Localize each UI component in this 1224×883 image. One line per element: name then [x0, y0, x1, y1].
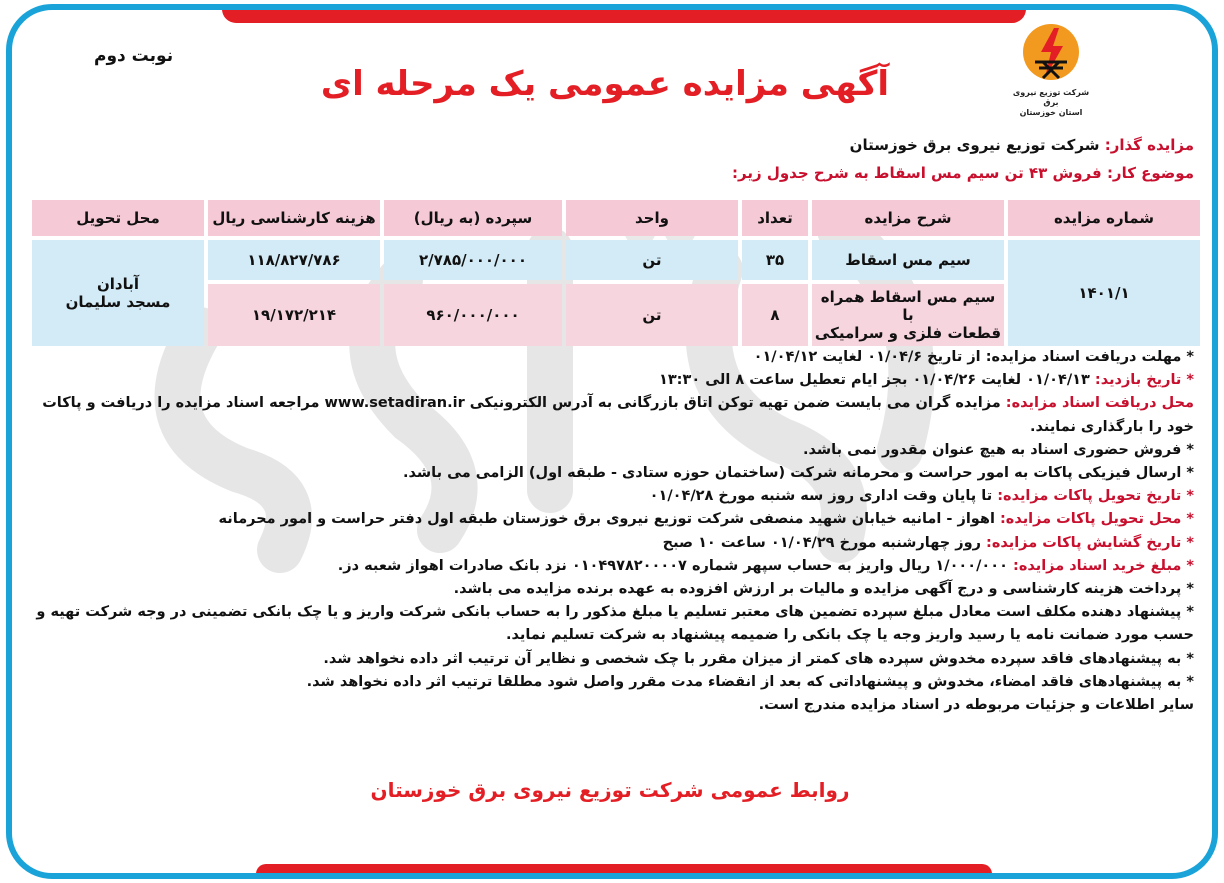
delivery-location	[32, 240, 204, 346]
auctioneer-value: شرکت توزیع نیروی برق خوزستان	[849, 136, 1100, 154]
header-quantity: تعداد	[742, 200, 808, 236]
note-envelope-delivery-date-label: * تاریخ تحویل پاکات مزایده:	[997, 488, 1194, 505]
note-document-deadline: * مهلت دریافت اسناد مزایده: از تاریخ ۰۱/۰۴/۶ لغایت ۰۱/۰۴/۱۲	[753, 349, 1194, 365]
row2-deposit: ۹۶۰/۰۰۰/۰۰۰	[384, 284, 562, 346]
header-deposit: سپرده (به ریال)	[384, 200, 562, 236]
note-document-location	[26, 392, 1194, 438]
lightning-logo-icon	[1021, 22, 1081, 84]
note-envelope-delivery-date-value: تا پایان وقت اداری روز سه شنبه مورخ ۰۱/۰۴/۲۸	[649, 488, 998, 505]
auctioneer-label: مزایده گذار:	[1104, 136, 1194, 154]
note-no-in-person: * فروش حضوری اسناد به هیچ عنوان مقدور نمی باشد.	[803, 441, 1194, 458]
note-fees: * پرداخت هزینه کارشناسی و درج آگهی مزایده و مالیات بر ارزش افزوده به عهده برنده مزایده می باشد.	[453, 581, 1194, 598]
note-document-price	[26, 555, 1194, 578]
note-envelope-delivery-place-label: * محل تحویل پاکات مزایده:	[999, 511, 1194, 528]
header-auction-no: شماره مزایده	[1008, 200, 1200, 236]
header-delivery: محل تحویل	[32, 200, 204, 236]
logo-caption-line2: استان خوزستان	[1019, 108, 1083, 117]
note-envelope-delivery-place-value: اهواز - امانیه خیابان شهید منصفی شرکت توزیع نیروی برق خوزستان طبقه اول دفتر حراست و امور محرمانه	[218, 511, 1000, 528]
round-label: نوبت دوم	[94, 46, 174, 66]
logo-caption-line1: شرکت توزیع نیروی برق	[1012, 88, 1090, 107]
auction-table	[28, 196, 1204, 350]
note-opening-date	[26, 532, 1194, 555]
row1-fee: ۱۱۸/۸۲۷/۷۸۶	[208, 240, 380, 280]
note-envelope-delivery-place	[26, 508, 1194, 531]
subject-label: موضوع کار:	[1106, 164, 1194, 182]
row2-description-line1: سیم مس اسقاط همراه با	[820, 288, 996, 324]
row1-description: سیم مس اسقاط	[812, 240, 1004, 280]
note-invalid-deposit: * به پیشنهادهای فاقد سپرده مخدوش سپرده های کمتر از میزان مقرر با چک شخصی و نظایر آن ترتیب اثر داده نخواهد شد.	[323, 650, 1194, 667]
footer-signature: روابط عمومی شرکت توزیع نیروی برق خوزستان	[370, 778, 850, 802]
note-physical-send: * ارسال فیزیکی پاکات به امور حراست و محرمانه شرکت (ساختمان حوزه ستادی - طبقه اول) الزامی می باشد.	[402, 465, 1194, 482]
note-document-price-value: ۱/۰۰۰/۰۰۰ ریال واریز به حساب سپهر شماره ۰۱۰۴۹۷۸۲۰۰۰۰۷ نزد بانک صادرات اهواز شعبه دز.	[337, 557, 1014, 574]
row2-description	[812, 284, 1004, 346]
note-opening-date-value: روز چهارشنبه مورخ ۰۱/۰۴/۲۹ ساعت ۱۰ صبح	[662, 534, 987, 551]
header-description: شرح مزایده	[812, 200, 1004, 236]
row2-unit: تن	[566, 284, 738, 346]
subject-value: فروش ۴۳ تن سیم مس اسقاط به شرح جدول زیر:	[732, 164, 1102, 182]
auction-number: ۱۴۰۱/۱	[1008, 240, 1200, 346]
note-invalid-offers: * به پیشنهادهای فاقد امضاء، مخدوش و پیشنهاداتی که بعد از انقضاء مدت مقرر واصل شود مطلقا ترتیب اثر داده نخواهد شد.	[306, 673, 1194, 690]
header-fee: هزینه کارشناسی ریال	[208, 200, 380, 236]
row1-unit: تن	[566, 240, 738, 280]
frame-bottom-accent	[256, 864, 992, 874]
note-document-location-label: محل دریافت اسناد مزایده:	[1005, 395, 1194, 412]
subject-line	[74, 164, 1194, 182]
note-visit-label: * تاریخ بازدید:	[1094, 372, 1194, 389]
row2-quantity: ۸	[742, 284, 808, 346]
notes-list	[26, 346, 1194, 717]
delivery-line2: مسجد سلیمان	[65, 293, 171, 311]
row2-description-line2: قطعات فلزی و سرامیکی	[814, 324, 1002, 342]
note-document-location-value: مزایده گران می بایست ضمن تهیه توکن اتاق بازرگانی به آدرس الکترونیکی www.setadiran.ir مراجعه اسناد مزایده را دریافت و پاکات خود را بارگذاری نمایند.	[42, 395, 1194, 435]
note-document-price-label: * مبلغ خرید اسناد مزایده:	[1013, 557, 1194, 574]
note-envelope-delivery-date	[26, 485, 1194, 508]
note-guarantee: * پیشنهاد دهنده مکلف است معادل مبلغ سپرده تضمین های معتبر تسلیم یا مبلغ مذکور را به حساب بانکی شرکت واریز و یا چک بانکی تضمینی در وجه شرکت تهیه و حسب مورد ضمانت نامه یا رسید واریز وجه یا چک بانکی را ضمیمه پیشنهاد به شرکت تسلیم نماید.	[36, 604, 1194, 644]
note-visit-date	[26, 369, 1194, 392]
delivery-line1: آبادان	[96, 275, 140, 293]
company-logo	[1006, 22, 1096, 130]
note-opening-date-label: * تاریخ گشایش پاکات مزایده:	[986, 534, 1194, 551]
auctioneer-line	[74, 136, 1194, 154]
note-visit-value: ۰۱/۰۴/۱۳ لغایت ۰۱/۰۴/۲۶ بجز ایام تعطیل ساعت ۸ الی ۱۳:۳۰	[658, 372, 1095, 389]
table-header-row	[32, 200, 1200, 236]
row2-fee: ۱۹/۱۷۲/۲۱۴	[208, 284, 380, 346]
header-unit: واحد	[566, 200, 738, 236]
frame-top-accent	[222, 9, 1026, 23]
note-more-info: سایر اطلاعات و جزئیات مربوطه در اسناد مزایده مندرج است.	[758, 697, 1194, 714]
row1-deposit: ۲/۷۸۵/۰۰۰/۰۰۰	[384, 240, 562, 280]
table-row	[32, 240, 1200, 280]
row1-quantity: ۳۵	[742, 240, 808, 280]
page-title: آگهی مزایده عمومی یک مرحله ای	[320, 64, 890, 104]
